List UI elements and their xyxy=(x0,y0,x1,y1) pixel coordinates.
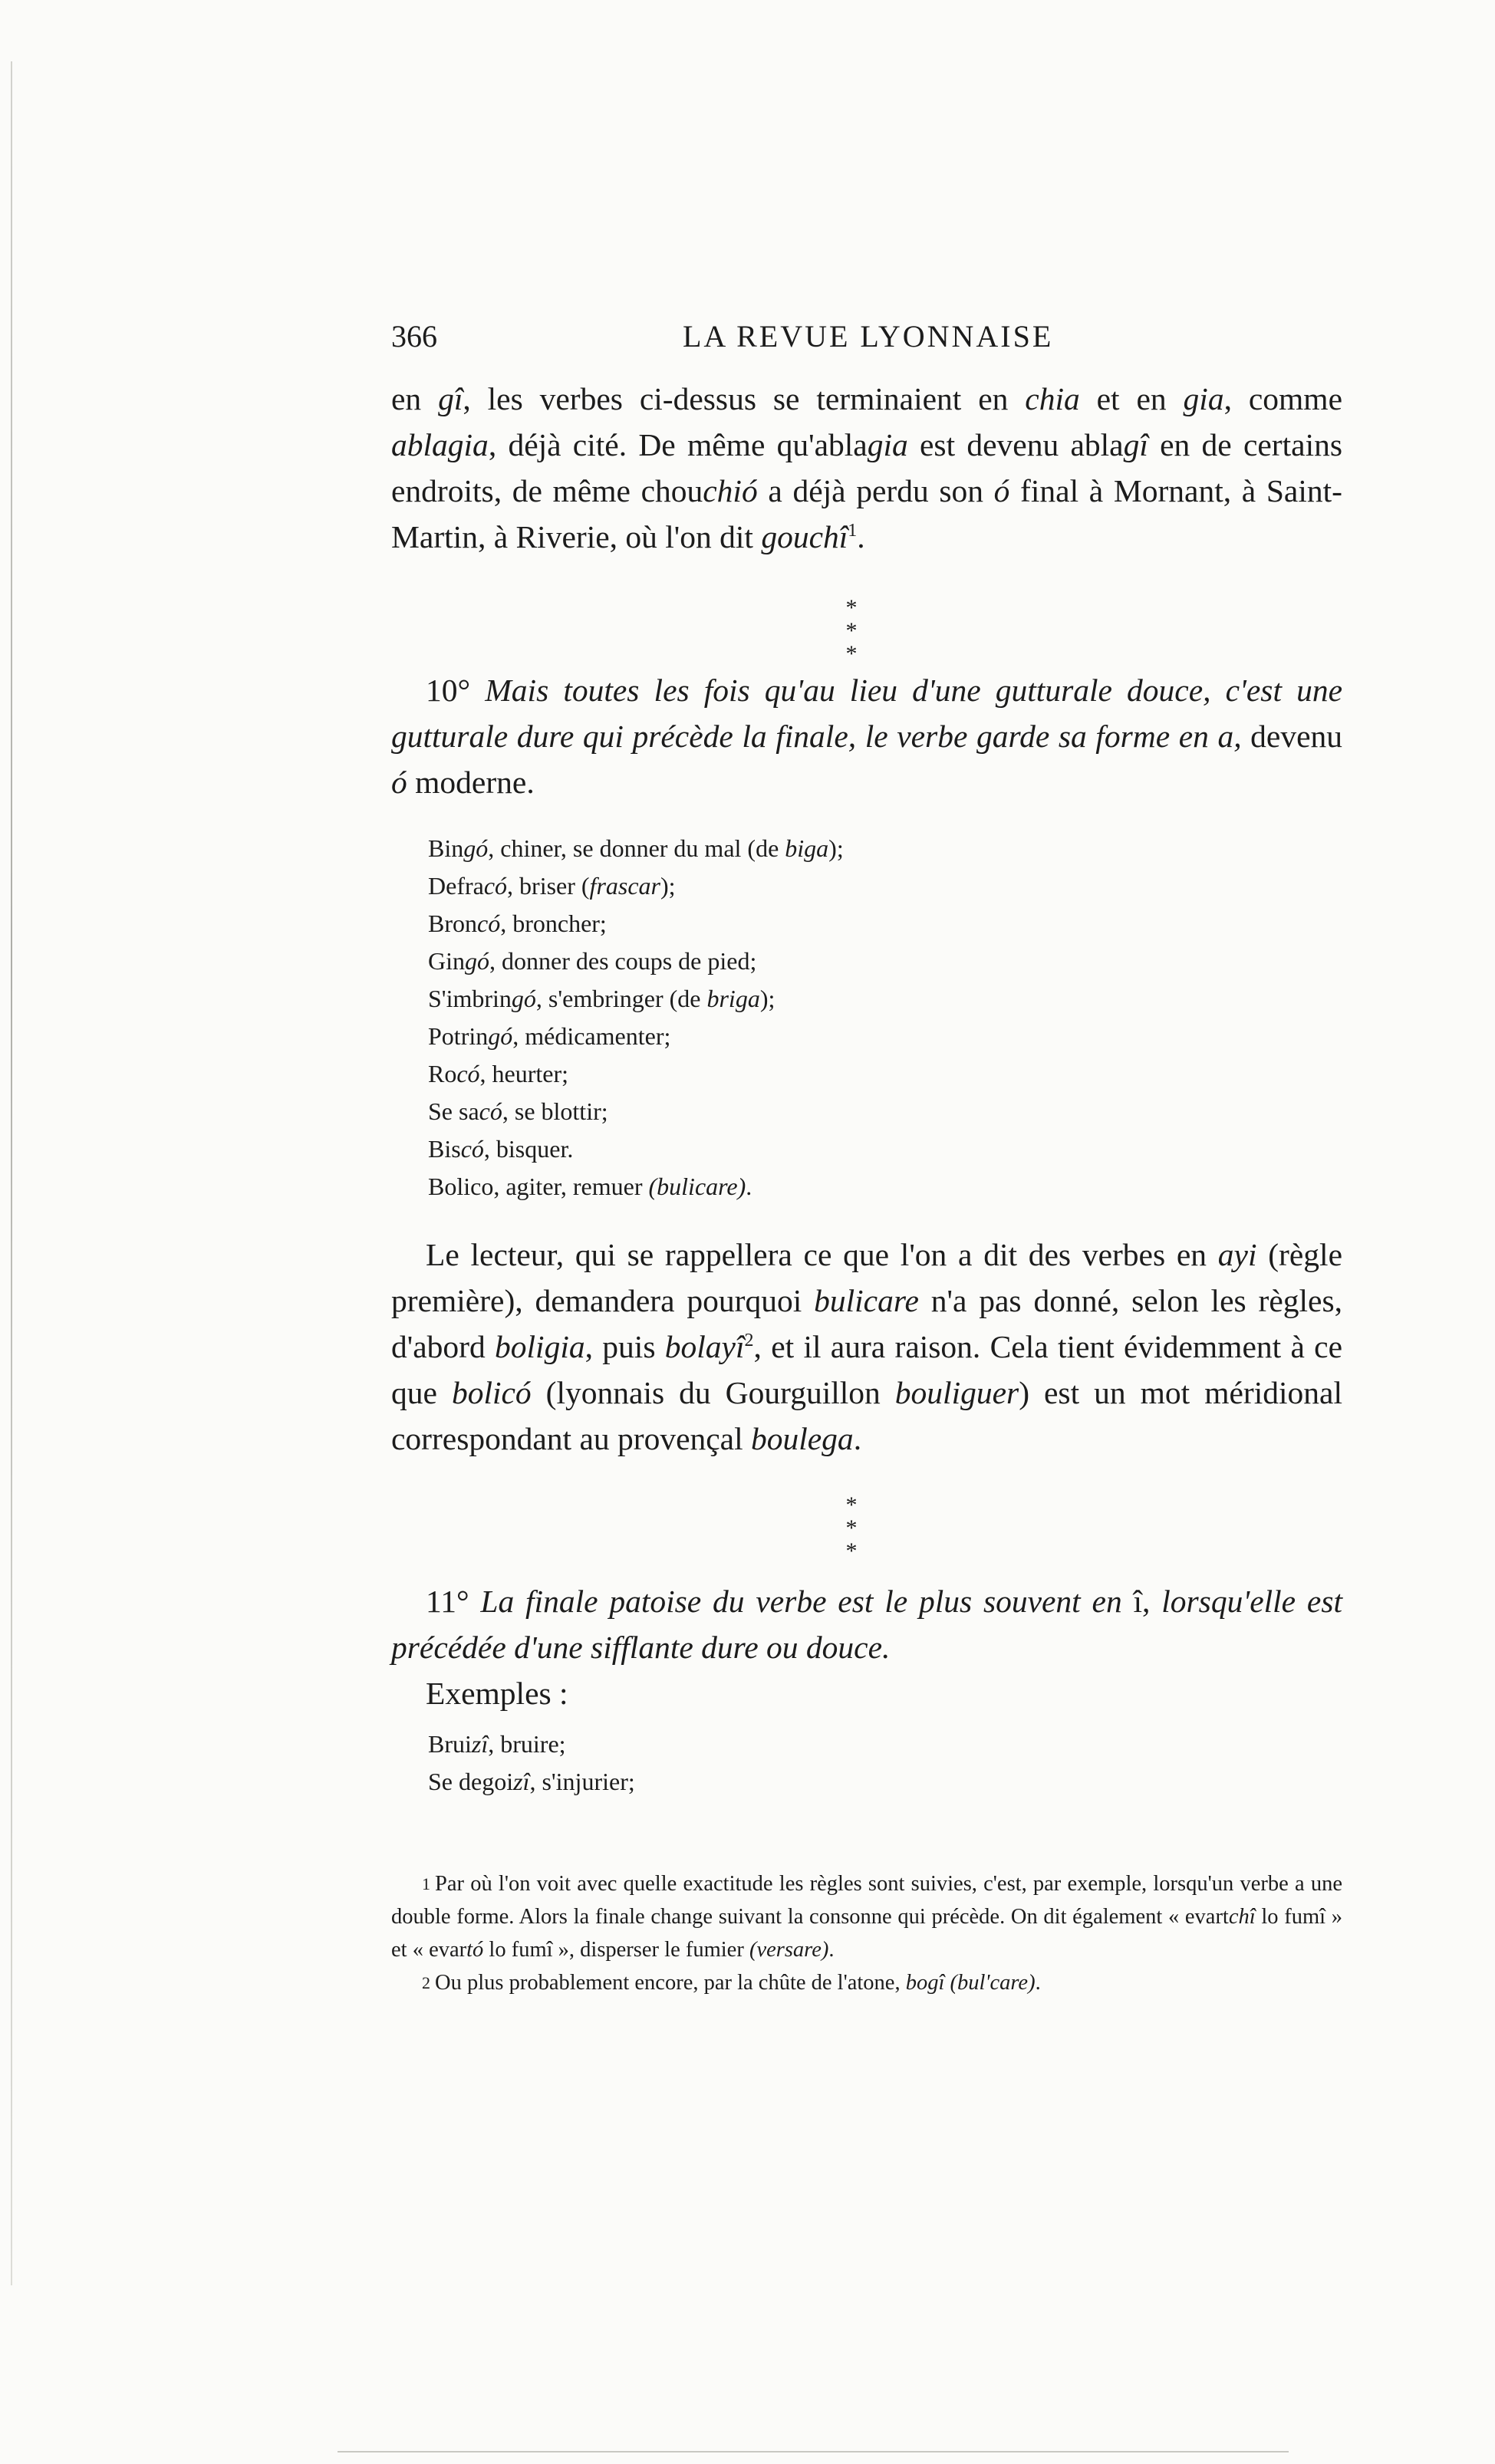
rule-number: 11° xyxy=(426,1584,469,1619)
running-title: LA REVUE LYONNAISE xyxy=(683,319,1054,354)
paragraph-text: Le lecteur, qui se rappellera ce que l'on a dit des verbes en ayi (règle première), demandera pourquoi bulicare n'a pas donné, selon les règles, d'abord boligia, puis bolayî$^2$, et il aura raison. Cela tient évidemment à ce que bolicó (lyonnais du Gourguillon bouliguer) est un mot méridional correspondant au provençal boulega. xyxy=(391,1237,1342,1456)
footnote-number: 2 xyxy=(422,1973,430,1992)
rule-10 xyxy=(391,667,1342,805)
paragraph-continuation xyxy=(391,376,1342,560)
page-margin-edge xyxy=(11,61,12,2285)
section-separator: * * * xyxy=(845,595,874,666)
footnote-ref: 2 xyxy=(744,1331,754,1351)
example-item: Bruizî, bruire; xyxy=(428,1730,566,1758)
example-item: S'imbringó, s'embringer (de briga); xyxy=(428,985,775,1012)
rule-11 xyxy=(391,1578,1342,1716)
page-header xyxy=(391,318,1392,364)
paragraph-lecteur xyxy=(391,1232,1342,1462)
example-item: Biscó, bisquer. xyxy=(428,1135,574,1163)
footnote-number: 1 xyxy=(422,1874,430,1893)
section-separator: * * * xyxy=(845,1492,874,1564)
examples-label: Exemples : xyxy=(426,1676,568,1711)
example-item: Bingó, chiner, se donner du mal (de biga); xyxy=(428,834,844,862)
page-number: 366 xyxy=(391,319,437,354)
footnote-1: $^1$ Par où l'on voit avec quelle exactitude les règles sont suivies, c'est, par exemple, lorsqu'un verbe a une double forme. Alors la finale change suivant la consonne qui précède. On dit également « evartchî lo fumî » et « evartó lo fumî », disperser le fumier (versare). xyxy=(391,1872,1342,1962)
example-item: Se degoizî, s'injurier; xyxy=(428,1768,635,1795)
example-item: Rocó, heurter; xyxy=(428,1060,569,1087)
footnotes xyxy=(391,1867,1342,1999)
footnote-2: $^2$ Ou plus probablement encore, par la chûte de l'atone, bogî (bul'care). xyxy=(422,1971,1041,1995)
example-item: Potringó, médicamenter; xyxy=(428,1022,671,1050)
example-item: Se sacó, se blottir; xyxy=(428,1097,608,1125)
paragraph-text: en gî, les verbes ci-dessus se terminaient en chia et en gia, comme ablagia, déjà cité. De même qu'ablagia est devenu ablagî en de certains endroits, de même chouchió a déjà perdu son ó final à Mornant, à Saint-Martin, à Riverie, où l'on dit gouchî$^1$. xyxy=(391,381,1343,554)
rule-10-text: 10° Mais toutes les fois qu'au lieu d'une gutturale douce, c'est une gutturale dure qui précède la finale, le verbe garde sa forme en a, devenu ó moderne. xyxy=(391,673,1343,800)
examples-list-10 xyxy=(428,830,844,1206)
example-item: Gingó, donner des coups de pied; xyxy=(428,947,757,975)
example-item: Bolico, agiter, remuer (bulicare). xyxy=(428,1173,752,1200)
rule-11-text: 11° La finale patoise du verbe est le plus souvent en î, lorsqu'elle est précédée d'une sifflante dure ou douce. xyxy=(391,1584,1342,1665)
page-bottom-edge xyxy=(338,2451,1289,2452)
rule-number: 10° xyxy=(426,673,471,708)
example-item: Broncó, broncher; xyxy=(428,910,607,937)
footnote-ref: 1 xyxy=(848,521,858,541)
example-item: Defracó, briser (frascar); xyxy=(428,872,676,900)
examples-list-11 xyxy=(428,1725,635,1801)
